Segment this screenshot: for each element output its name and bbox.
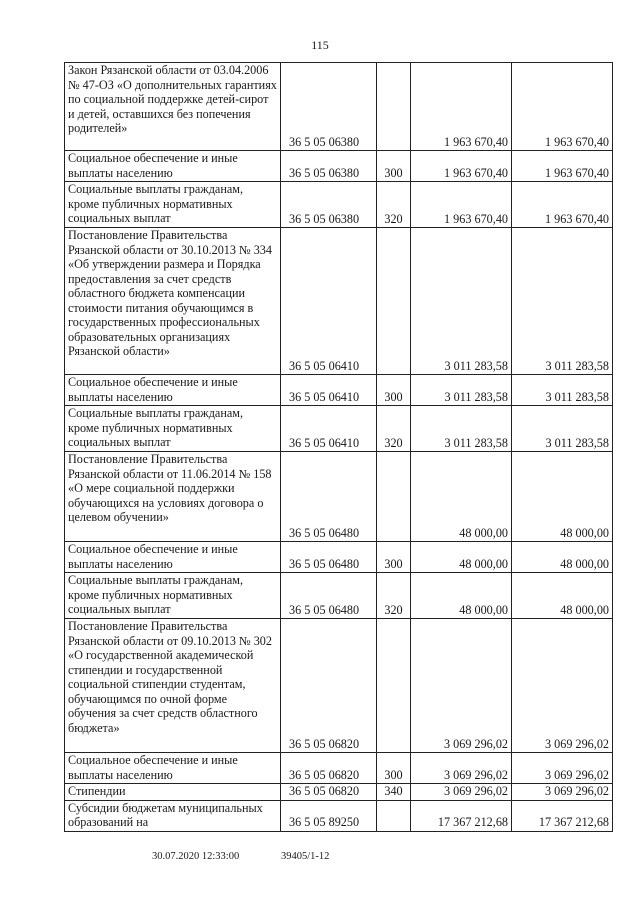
- row-sum-1: 48 000,00: [411, 573, 512, 619]
- table-row: [65, 452, 613, 542]
- row-vr: 300: [377, 542, 411, 573]
- row-vr: [377, 63, 411, 151]
- row-code: 36 5 05 06410: [281, 375, 377, 406]
- table-row: [65, 228, 613, 375]
- budget-table: [64, 62, 613, 832]
- row-sum-1: 48 000,00: [411, 452, 512, 542]
- row-code: 36 5 05 06380: [281, 63, 377, 151]
- row-sum-2: 3 069 296,02: [512, 619, 613, 753]
- row-name: Социальное обеспечение и иные выплаты населению: [65, 375, 281, 406]
- row-sum-2: 48 000,00: [512, 452, 613, 542]
- row-code: 36 5 05 06480: [281, 452, 377, 542]
- row-name: Социальное обеспечение и иные выплаты населению: [65, 151, 281, 182]
- row-sum-2: 1 963 670,40: [512, 63, 613, 151]
- table-row: [65, 182, 613, 228]
- page-number: 115: [311, 38, 329, 52]
- row-sum-2: 3 069 296,02: [512, 753, 613, 784]
- row-sum-2: 1 963 670,40: [512, 151, 613, 182]
- row-sum-1: 1 963 670,40: [411, 182, 512, 228]
- row-sum-2: 3 011 283,58: [512, 375, 613, 406]
- row-code: 36 5 05 06380: [281, 182, 377, 228]
- row-name: Социальные выплаты гражданам, кроме публичных нормативных социальных выплат: [65, 573, 281, 619]
- row-name: Социальные выплаты гражданам, кроме публичных нормативных социальных выплат: [65, 182, 281, 228]
- table-row: [65, 573, 613, 619]
- row-vr: [377, 228, 411, 375]
- row-sum-1: 3 011 283,58: [411, 228, 512, 375]
- table-row: [65, 151, 613, 182]
- footer-doc-number: 39405/1-12: [281, 851, 330, 862]
- row-name: Социальные выплаты гражданам, кроме публичных нормативных социальных выплат: [65, 406, 281, 452]
- row-sum-1: 3 011 283,58: [411, 406, 512, 452]
- row-sum-2: 3 011 283,58: [512, 228, 613, 375]
- row-name: Стипендии: [65, 784, 281, 801]
- row-code: 36 5 05 06410: [281, 406, 377, 452]
- table-row: [65, 406, 613, 452]
- row-vr: 300: [377, 375, 411, 406]
- row-sum-2: 3 069 296,02: [512, 784, 613, 801]
- row-sum-1: 3 011 283,58: [411, 375, 512, 406]
- row-name: Субсидии бюджетам муниципальных образований на: [65, 800, 281, 831]
- row-sum-1: 3 069 296,02: [411, 784, 512, 801]
- row-name: Постановление Правительства Рязанской области от 30.10.2013 № 334 «Об утверждении размера и Порядка предоставления за счет средств областного бюджета компенсации стоимости питания обучающимся в государственных профессиональных образовательных организациях Рязанской области»: [65, 228, 281, 375]
- row-vr: 300: [377, 753, 411, 784]
- row-sum-1: 3 069 296,02: [411, 619, 512, 753]
- footer-timestamp: 30.07.2020 12:33:00: [152, 851, 240, 862]
- row-vr: [377, 452, 411, 542]
- row-name: Постановление Правительства Рязанской области от 09.10.2013 № 302 «О государственной академической стипендии и государственной социальной стипендии студентам, обучающимся по очной форме обучения за счет средств областного бюджета»: [65, 619, 281, 753]
- row-name: Постановление Правительства Рязанской области от 11.06.2014 № 158 «О мере социальной поддержки обучающихся на условиях договора о целевом обучении»: [65, 452, 281, 542]
- row-code: 36 5 05 06480: [281, 573, 377, 619]
- row-vr: 320: [377, 182, 411, 228]
- row-code: 36 5 05 06820: [281, 784, 377, 801]
- row-vr: [377, 800, 411, 831]
- row-vr: 300: [377, 151, 411, 182]
- row-sum-1: 48 000,00: [411, 542, 512, 573]
- table-row: [65, 753, 613, 784]
- row-sum-1: 3 069 296,02: [411, 753, 512, 784]
- row-vr: [377, 619, 411, 753]
- row-code: 36 5 05 06380: [281, 151, 377, 182]
- row-code: 36 5 05 89250: [281, 800, 377, 831]
- table-row: [65, 375, 613, 406]
- row-name: Социальное обеспечение и иные выплаты населению: [65, 542, 281, 573]
- row-vr: 320: [377, 406, 411, 452]
- row-vr: 340: [377, 784, 411, 801]
- row-sum-2: 3 011 283,58: [512, 406, 613, 452]
- row-sum-1: 1 963 670,40: [411, 151, 512, 182]
- row-code: 36 5 05 06820: [281, 619, 377, 753]
- row-sum-2: 1 963 670,40: [512, 182, 613, 228]
- row-code: 36 5 05 06480: [281, 542, 377, 573]
- table-row: [65, 619, 613, 753]
- table-row: [65, 800, 613, 831]
- table-row: [65, 542, 613, 573]
- row-vr: 320: [377, 573, 411, 619]
- row-sum-1: 1 963 670,40: [411, 63, 512, 151]
- table-row: [65, 63, 613, 151]
- row-name: Закон Рязанской области от 03.04.2006 № 47-ОЗ «О дополнительных гарантиях по социальной поддержке детей-сирот и детей, оставшихся без попечения родителей»: [65, 63, 281, 151]
- row-sum-2: 48 000,00: [512, 542, 613, 573]
- table-row: [65, 784, 613, 801]
- row-code: 36 5 05 06410: [281, 228, 377, 375]
- row-sum-2: 17 367 212,68: [512, 800, 613, 831]
- row-sum-2: 48 000,00: [512, 573, 613, 619]
- row-code: 36 5 05 06820: [281, 753, 377, 784]
- row-name: Социальное обеспечение и иные выплаты населению: [65, 753, 281, 784]
- row-sum-1: 17 367 212,68: [411, 800, 512, 831]
